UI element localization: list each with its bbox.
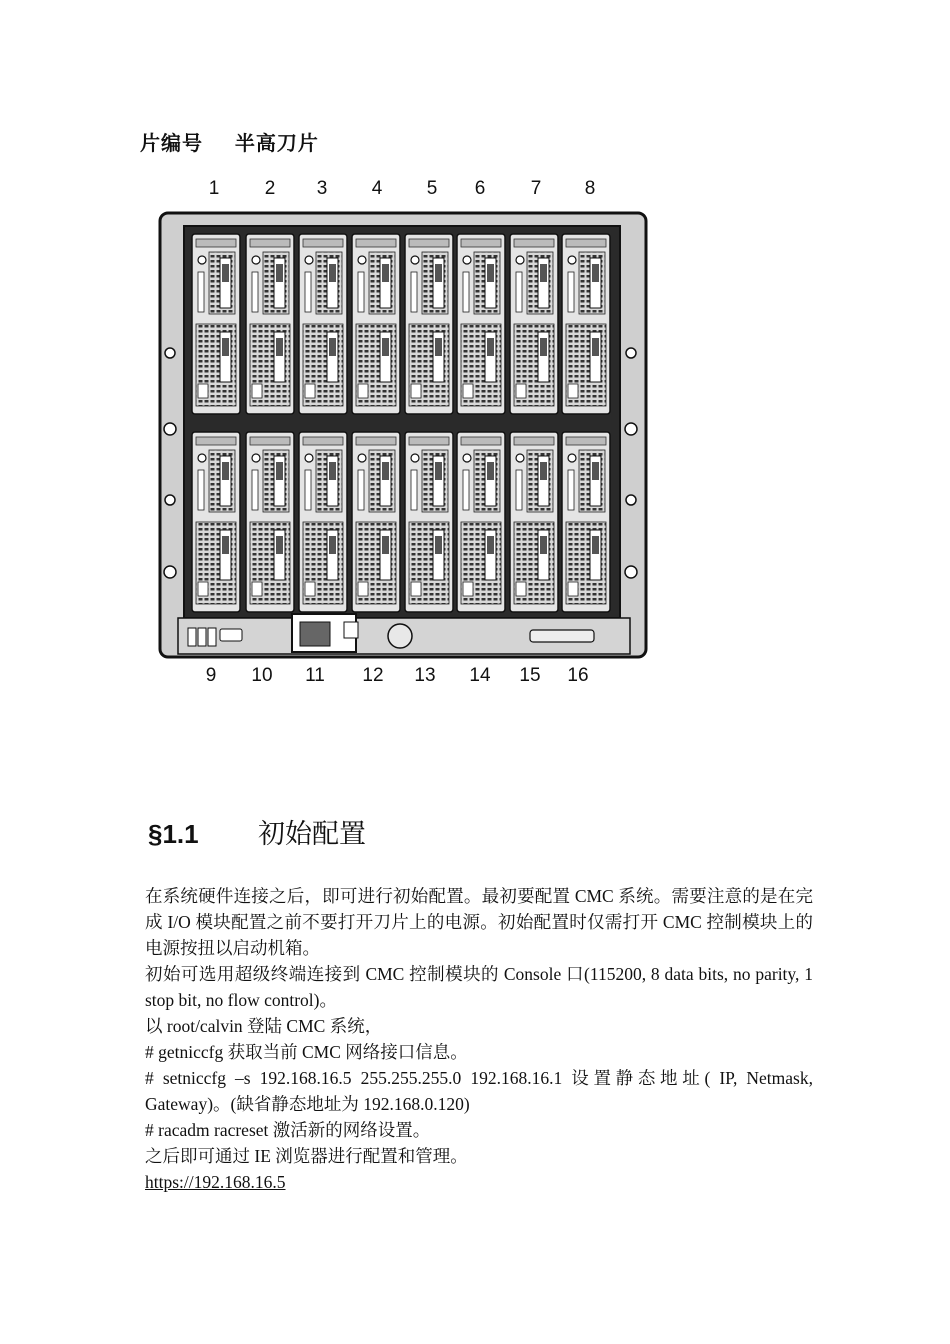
figure-caption: 片编号 半高刀片 [140,131,319,155]
slot-number: 9 [205,665,217,686]
slot-number: 12 [362,665,384,686]
slot-number: 10 [251,665,273,686]
paragraph: # getniccfg 获取当前 CMC 网络接口信息。 [145,1042,468,1062]
slot-number: 16 [567,665,589,686]
paragraph: 以 root/calvin 登陆 CMC 系统， [145,1016,383,1036]
slot-number: 1 [208,178,220,199]
paragraph: 在系统硬件连接之后，即可进行初始配置。最初要配置 CMC 系统。需要注意的是在完成 I/O 模块配置之前不要打开刀片上的电源。初始配置时仅需打开 CMC 控制模块上的电源按扭以启动机箱。 [145,886,813,958]
paragraph: 之后即可通过 IE 浏览器进行配置和管理。 [145,1146,468,1166]
slot-number: 8 [584,178,596,199]
slot-number: 7 [530,178,542,199]
section-number: §1.1 [148,819,199,849]
blade-chassis-illustration [158,210,650,662]
slot-number: 14 [469,665,491,686]
paragraph: 初始可选用超级终端连接到 CMC 控制模块的 Console 口(115200, 8 data bits, no parity, 1 stop bit, no flow control)。 [145,964,813,1010]
slot-number: 3 [316,178,328,199]
slot-number: 13 [414,665,436,686]
slot-number: 6 [474,178,486,199]
slot-number: 2 [264,178,276,199]
body-text [145,883,813,1195]
cmc-url-link[interactable]: https://192.168.16.5 [145,1172,286,1192]
section-heading [148,812,366,851]
slot-number: 15 [519,665,541,686]
section-title: 初始配置 [258,819,366,850]
slot-number: 4 [371,178,383,199]
paragraph: # racadm racreset 激活新的网络设置。 [145,1120,431,1140]
slot-number: 5 [426,178,438,199]
slot-number: 11 [305,665,325,686]
paragraph: # setniccfg –s 192.168.16.5 255.255.255.0 192.168.16.1 设置静态地址( IP, Netmask, Gateway)。(缺省静态地址为 192.168.0.120) [145,1068,813,1114]
